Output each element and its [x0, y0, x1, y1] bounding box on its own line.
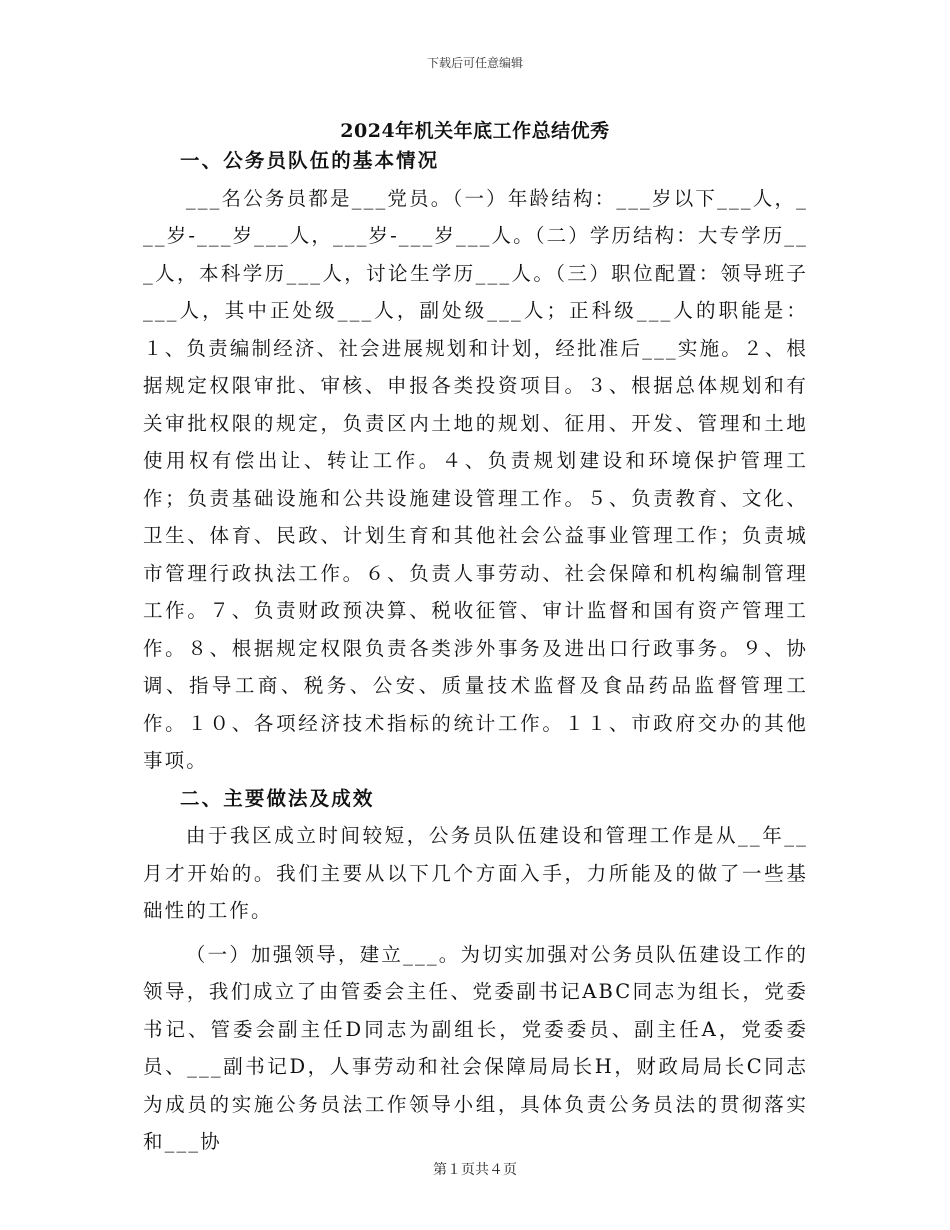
header-note: 下载后可任意编辑 — [426, 56, 523, 70]
paragraph-strengthen-leadership: （一）加强领导，建立___。为切实加强对公务员队伍建设工作的领导，我们成立了由管委会主任、党委副书记ABC同志为组长，党委书记、管委会副主任D同志为副组长，党委委员、副主任A，党委委员、___副书记D，人事劳动和社会保障局局长H，财政局局长C同志为成员的实施公务员法工作领导小组，具体负责公务员法的贯彻落实和___协 — [143, 942, 808, 1153]
page-number-footer: 第１页共４页 — [433, 1162, 517, 1178]
section-heading-basic-situation: 一、公务员队伍的基本情况 — [180, 149, 440, 172]
section-heading-main-practices: 二、主要做法及成效 — [180, 786, 375, 810]
document-title: 2024年机关年底工作总结优秀 — [340, 120, 610, 142]
paragraph-intro-practices: 由于我区成立时间较短，公务员队伍建设和管理工作是从__年__月才开始的。我们主要从以下几个方面入手，力所能及的做了一些基础性的工作。 — [143, 824, 809, 922]
paragraph-basic-situation: ___名公务员都是___党员。（一）年龄结构：___岁以下___人，___岁-___岁___人，___岁-___岁___人。（二）学历结构：大专学历___人，本科学历___人，讨论生学历___人。（三）职位配置：领导班子___人，其中正处级___人，副处级___人；正科级___人的职能是：１、负责编制经济、社会进展规划和计划，经批准后___实施。２、根据规定权限审批、审核、申报各类投资项目。３、根据总体规划和有关审批权限的规定，负责区内土地的规划、征用、开发、管理和土地使用权有偿出让、转让工作。４、负责规划建设和环境保护管理工作；负责基础设施和公共设施建设管理工作。５、负责教育、文化、卫生、体育、民政、计划生育和其他社会公益事业管理工作；负责城市管理行政执法工作。６、负责人事劳动、社会保障和机构编制管理工作。７、负责财政预决算、税收征管、审计监督和国有资产管理工作。８、根据规定权限负责各类涉外事务及进出口行政事务。９、协调、指导工商、税务、公安、质量技术监督及食品药品监督管理工作。１０、各项经济技术指标的统计工作。１１、市政府交办的其他事项。 — [143, 186, 808, 772]
document-body — [143, 142, 808, 1161]
